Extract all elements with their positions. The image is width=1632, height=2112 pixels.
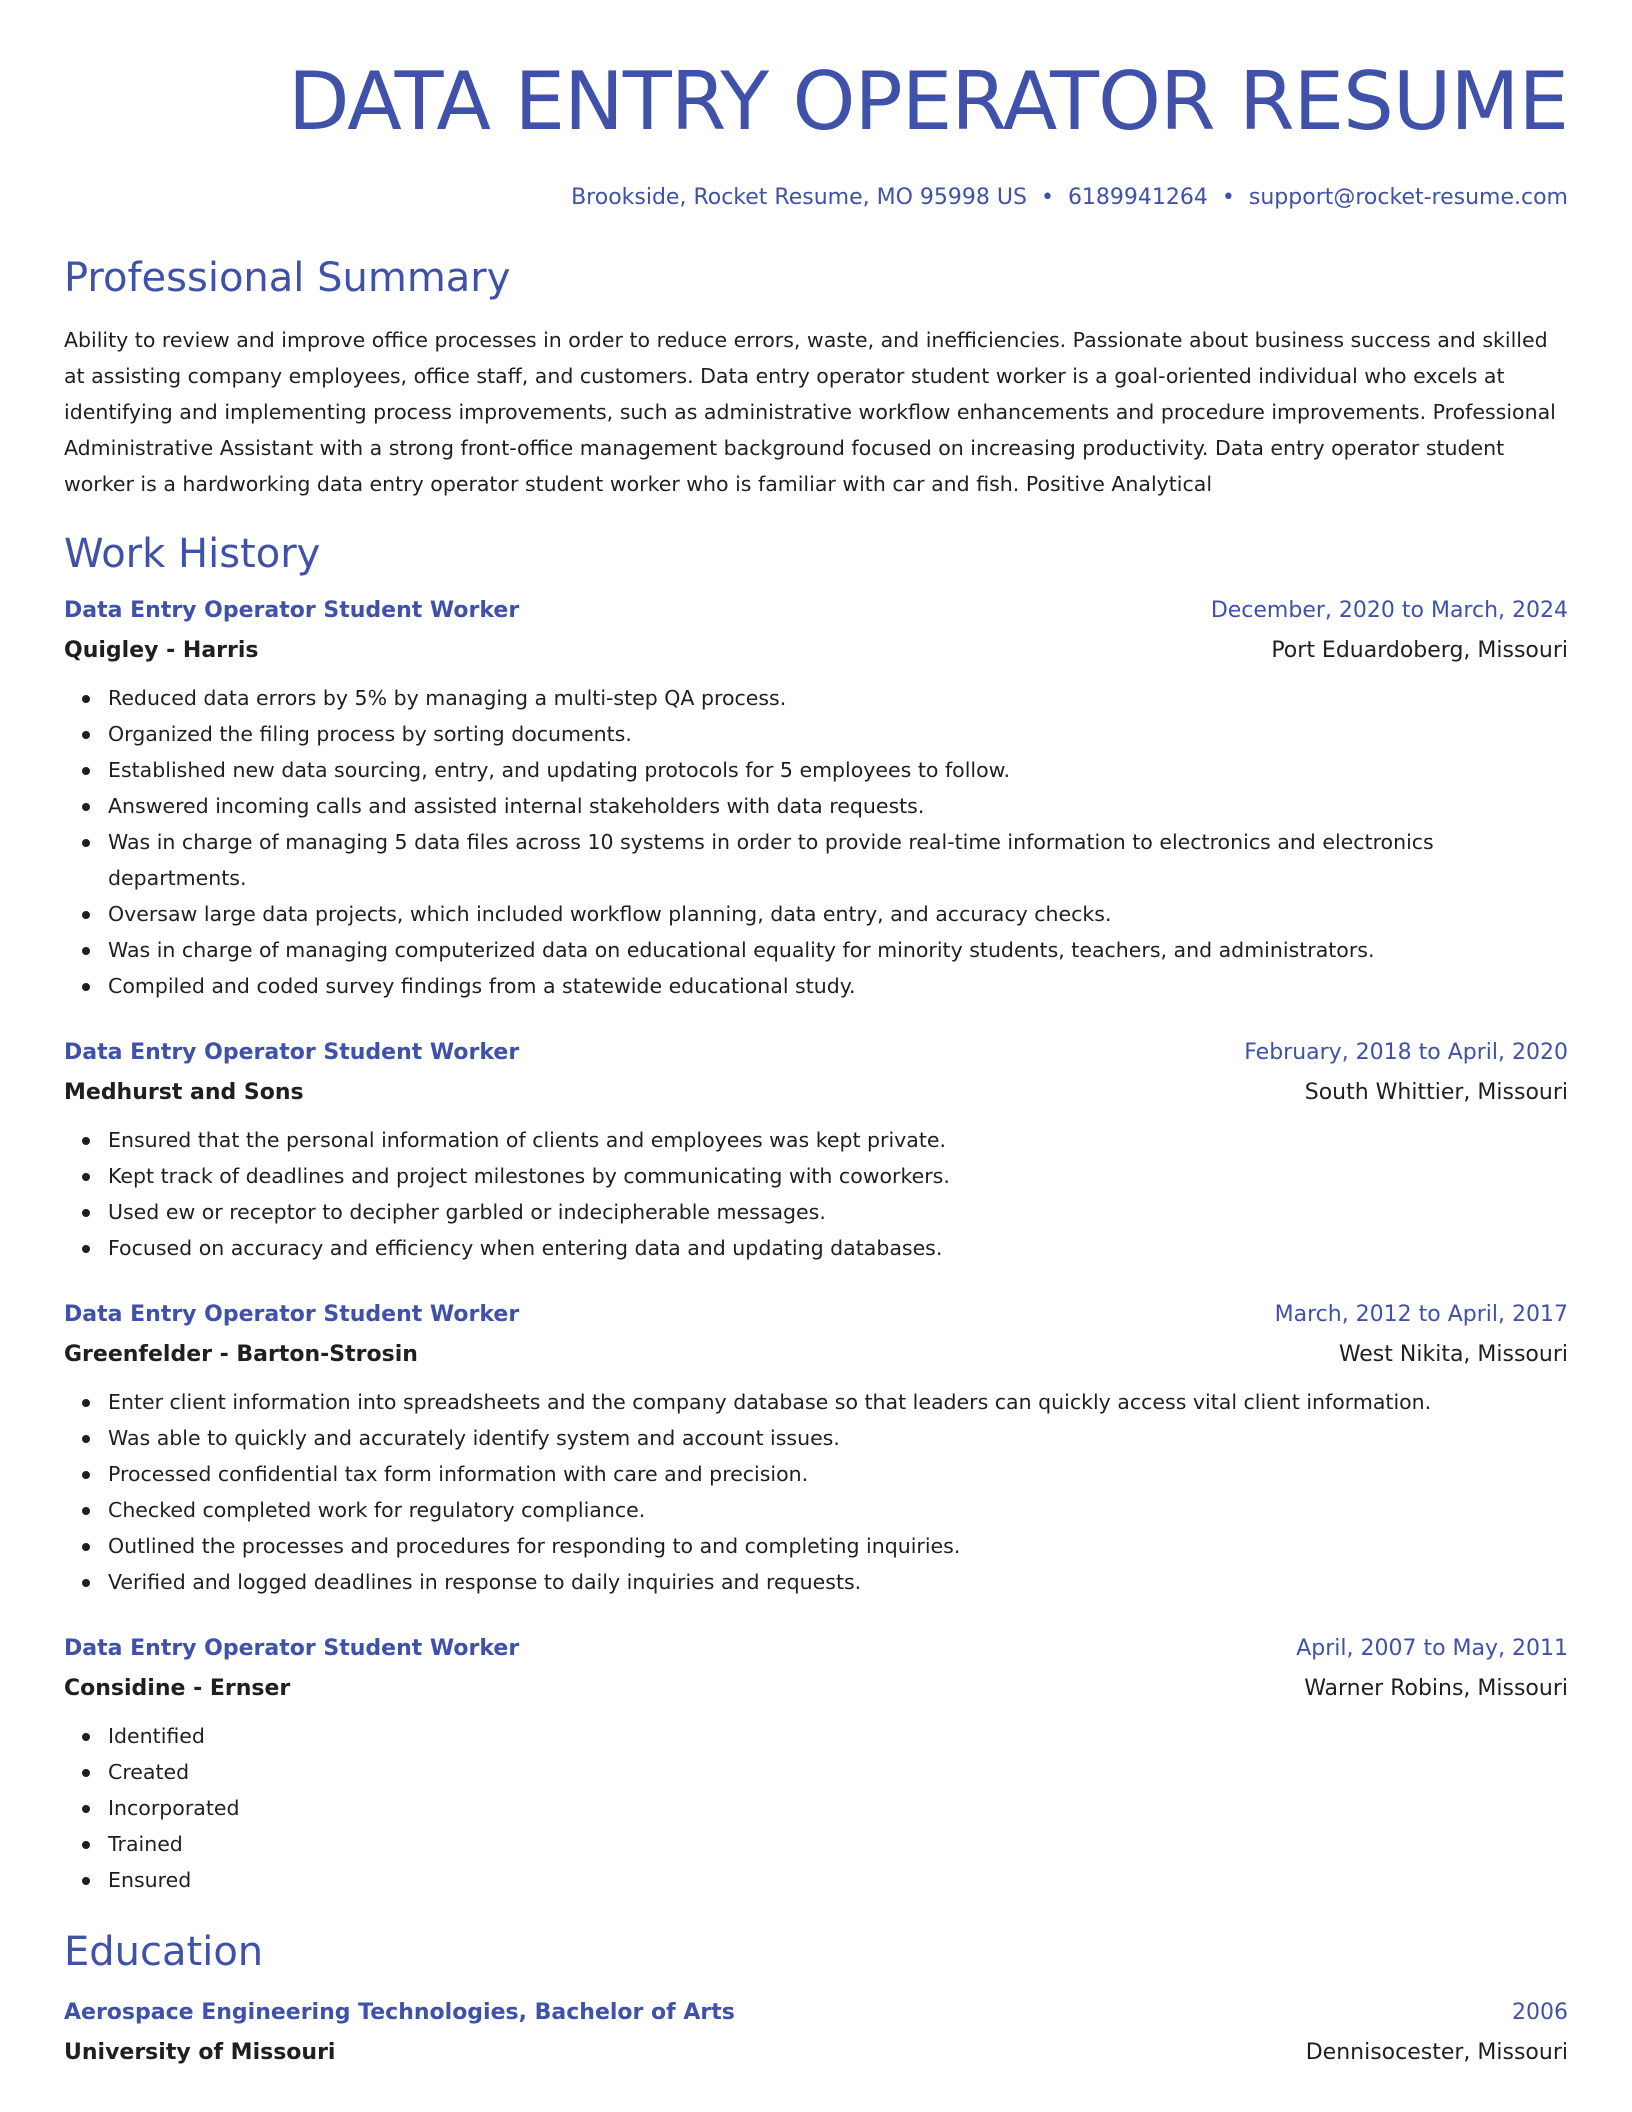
contact-separator: • [1221, 185, 1235, 210]
job-company: Medhurst and Sons [64, 1080, 304, 1105]
job-bullet: Was in charge of managing 5 data files across 10 systems in order to provide real-time information to electronics and electronics departments. [108, 824, 1568, 896]
job-bullet: Outlined the processes and procedures for responding to and completing inquiries. [108, 1528, 1568, 1564]
job-bullet: Ensured [108, 1862, 1568, 1898]
contact-email: support@rocket-resume.com [1248, 185, 1568, 210]
job-bullet: Organized the filing process by sorting documents. [108, 716, 1568, 752]
resume-title: DATA ENTRY OPERATOR RESUME [287, 55, 1568, 148]
resume-header [64, 0, 1568, 212]
education-heading: Education [64, 1929, 264, 1975]
job-title: Data Entry Operator Student Worker [64, 1040, 520, 1065]
job-bullet: Oversaw large data projects, which included workflow planning, data entry, and accuracy checks. [108, 896, 1568, 932]
job-bullet: Used ew or receptor to decipher garbled or indecipherable messages. [108, 1194, 1568, 1230]
job-bullet: Ensured that the personal information of clients and employees was kept private. [108, 1122, 1568, 1158]
job-dates: April, 2007 to May, 2011 [1296, 1636, 1568, 1661]
education-location: Dennisocester, Missouri [1305, 2040, 1568, 2065]
job-bullet: Verified and logged deadlines in response to daily inquiries and requests. [108, 1564, 1568, 1600]
education-year: 2006 [1512, 2000, 1568, 2025]
job-dates: February, 2018 to April, 2020 [1244, 1040, 1568, 1065]
job-bullet: Established new data sourcing, entry, and updating protocols for 5 employees to follow. [108, 752, 1568, 788]
job-location: Port Eduardoberg, Missouri [1271, 638, 1568, 663]
job-bullet: Kept track of deadlines and project milestones by communicating with coworkers. [108, 1158, 1568, 1194]
education-school: University of Missouri [64, 2040, 336, 2065]
job-bullet: Compiled and coded survey findings from a statewide educational study. [108, 968, 1568, 1004]
job-bullets [64, 1122, 1568, 1266]
job-bullet: Answered incoming calls and assisted internal stakeholders with data requests. [108, 788, 1568, 824]
job-title: Data Entry Operator Student Worker [64, 1636, 520, 1661]
work-history-heading: Work History [64, 531, 321, 577]
summary-heading: Professional Summary [64, 255, 511, 301]
job-bullet: Focused on accuracy and efficiency when entering data and updating databases. [108, 1230, 1568, 1266]
job-bullets [64, 1718, 1568, 1898]
job-bullets [64, 680, 1568, 1004]
job-entry [64, 596, 1568, 1004]
job-bullets [64, 1384, 1568, 1600]
job-dates: December, 2020 to March, 2024 [1210, 598, 1568, 623]
contact-line [64, 184, 1568, 212]
resume-page [64, 0, 1568, 2068]
job-company: Greenfelder - Barton-Strosin [64, 1342, 418, 1367]
job-location: Warner Robins, Missouri [1304, 1676, 1568, 1701]
contact-separator: • [1040, 185, 1054, 210]
job-bullet: Enter client information into spreadsheets and the company database so that leaders can quickly access vital client information. [108, 1384, 1568, 1420]
contact-address: Brookside, Rocket Resume, MO 95998 US [571, 185, 1027, 210]
job-title: Data Entry Operator Student Worker [64, 598, 520, 623]
education-degree: Aerospace Engineering Technologies, Bachelor of Arts [64, 2000, 735, 2025]
contact-phone: 6189941264 [1067, 185, 1208, 210]
job-company: Quigley - Harris [64, 638, 259, 663]
education-entry [64, 1998, 1568, 2068]
job-bullet: Was able to quickly and accurately identify system and account issues. [108, 1420, 1568, 1456]
job-bullet: Reduced data errors by 5% by managing a multi-step QA process. [108, 680, 1568, 716]
job-dates: March, 2012 to April, 2017 [1274, 1302, 1568, 1327]
job-bullet: Trained [108, 1826, 1568, 1862]
job-location: West Nikita, Missouri [1338, 1342, 1568, 1367]
job-company: Considine - Ernser [64, 1676, 291, 1701]
job-bullet: Processed confidential tax form information with care and precision. [108, 1456, 1568, 1492]
job-entry [64, 1038, 1568, 1266]
job-bullet: Created [108, 1754, 1568, 1790]
job-location: South Whittier, Missouri [1304, 1080, 1568, 1105]
job-bullet: Incorporated [108, 1790, 1568, 1826]
job-title: Data Entry Operator Student Worker [64, 1302, 520, 1327]
job-bullet: Identified [108, 1718, 1568, 1754]
job-bullet: Was in charge of managing computerized data on educational equality for minority students, teachers, and administrators. [108, 932, 1568, 968]
job-bullet: Checked completed work for regulatory compliance. [108, 1492, 1568, 1528]
job-entry [64, 1300, 1568, 1600]
job-entry [64, 1634, 1568, 1898]
summary-text: Ability to review and improve office processes in order to reduce errors, waste, and inefficiencies. Passionate about business success and skilled at assisting company employees, office staff, and customers. Data entry operator student worker is a goal-oriented individual who excels at identifying and implementing process improvements, such as administrative workflow enhancements and procedure improvements. Professional Administrative Assistant with a strong front-office management background focused on increasing productivity. Data entry operator student worker is a hardworking data entry operator student worker who is familiar with car and fish. Positive Analytical [64, 328, 1556, 496]
